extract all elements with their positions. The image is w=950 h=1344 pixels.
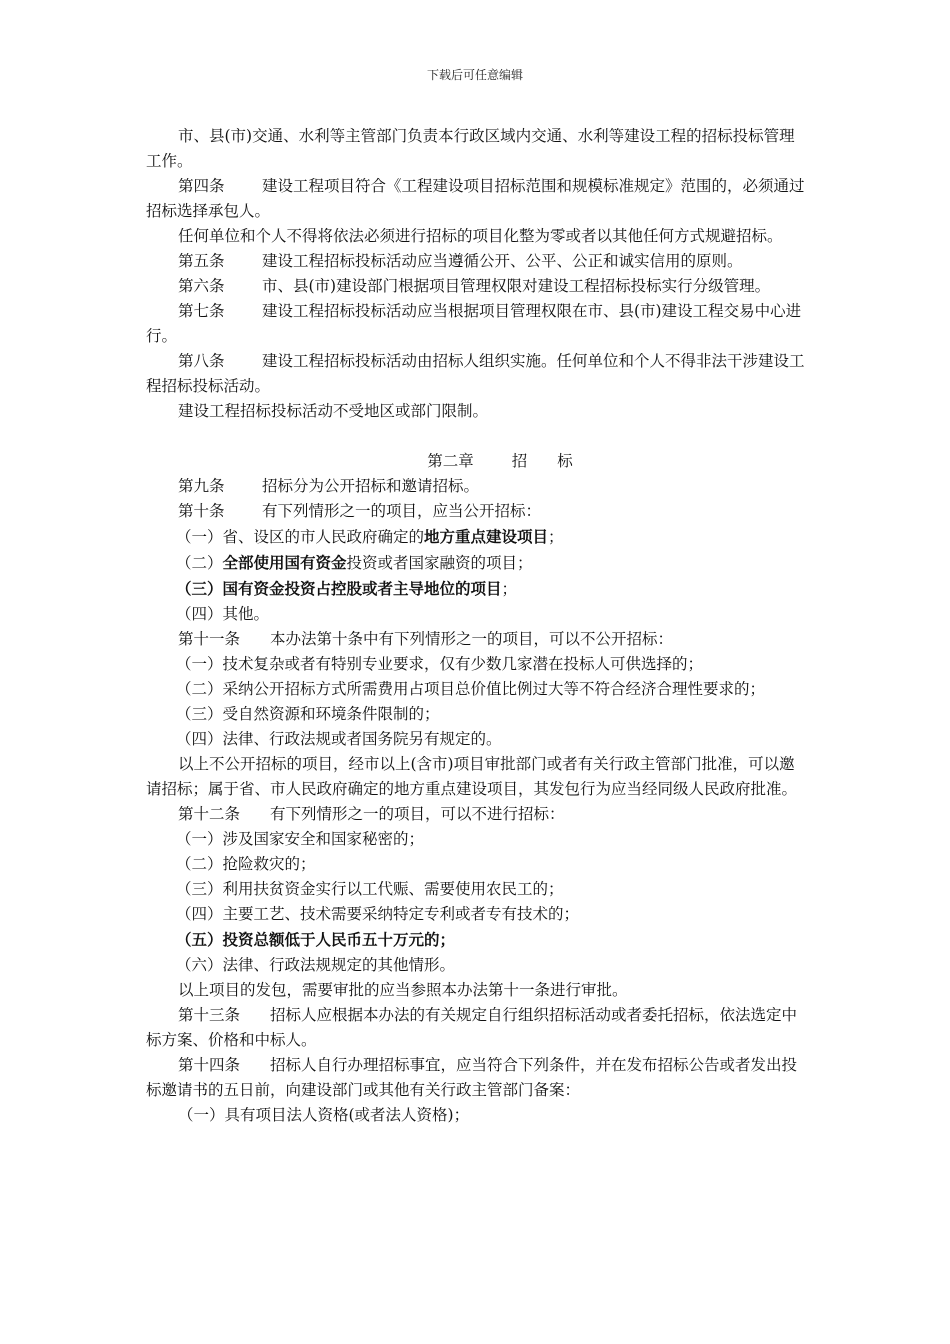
article-number: 第五条 <box>178 252 225 270</box>
article-11 <box>146 627 810 652</box>
paragraph: 市、县(市)交通、水利等主管部门负责本行政区域内交通、水利等建设工程的招标投标管理工作。 <box>146 127 795 170</box>
item-text: ； <box>501 580 518 598</box>
paragraph: 以上不公开招标的项目，经市以上(含市)项目审批部门或者有关行政主管部门批准，可以邀请招标；属于省、市人民政府确定的地方重点建设项目，其发包行为应当经同级人民政府批准。 <box>146 755 798 798</box>
article-6 <box>146 274 810 299</box>
chapter-number: 第二章 <box>427 452 474 470</box>
list-item: （一）具有项目法人资格(或者法人资格)； <box>178 1106 470 1124</box>
list-item: （二）采纳公开招标方式所需费用占项目总价值比例过大等不符合经济合理性要求的； <box>176 680 766 698</box>
item-text: ； <box>548 528 564 546</box>
article-number: 第十三条 <box>178 1006 241 1024</box>
list-item <box>146 550 810 576</box>
chapter-heading <box>146 449 810 474</box>
article-number: 第九条 <box>178 477 225 495</box>
article-text: 市、县(市)建设部门根据项目管理权限对建设工程招标投标实行分级管理。 <box>262 277 771 295</box>
article-text: 招标人自行办理招标事宜，应当符合下列条件，并在发布招标公告或者发出投标邀请书的五日前，向建设部门或其他有关行政主管部门备案： <box>146 1056 798 1099</box>
spacer <box>146 424 810 449</box>
article-4 <box>146 174 810 224</box>
chapter-title-2: 标 <box>557 452 573 470</box>
item-text: （二） <box>176 554 223 572</box>
article-8 <box>146 349 810 399</box>
page-header: 下载后可任意编辑 <box>426 68 523 82</box>
list-item: （六）法律、行政法规规定的其他情形。 <box>176 956 456 974</box>
article-text: 建设工程招标投标活动应当遵循公开、公平、公正和诚实信用的原则。 <box>262 252 743 270</box>
article-text: 招标分为公开招标和邀请招标。 <box>262 477 480 495</box>
paragraph: 建设工程招标投标活动不受地区或部门限制。 <box>178 402 489 420</box>
list-item: （三）受自然资源和环境条件限制的； <box>176 705 440 723</box>
item-text: 投资或者国家融资的项目； <box>346 554 533 572</box>
item-emphasis: （三） <box>176 579 223 598</box>
paragraph: 任何单位和个人不得将依法必须进行招标的项目化整为零或者以其他任何方式规避招标。 <box>178 227 783 245</box>
article-number: 第六条 <box>178 277 225 295</box>
article-number: 第八条 <box>178 352 225 370</box>
article-5 <box>146 249 810 274</box>
article-text: 招标人应根据本办法的有关规定自行组织招标活动或者委托招标，依法选定中标方案、价格和中标人。 <box>146 1006 798 1049</box>
article-9 <box>146 474 810 499</box>
article-number: 第十四条 <box>178 1056 241 1074</box>
list-item: （三）利用扶贫资金实行以工代赈、需要使用农民工的； <box>176 880 564 898</box>
article-text: 有下列情形之一的项目，可以不进行招标： <box>270 805 565 823</box>
list-item <box>146 576 810 602</box>
article-number: 第七条 <box>178 302 225 320</box>
article-10 <box>146 499 810 524</box>
article-number: 第四条 <box>178 177 225 195</box>
list-item: （四）主要工艺、技术需要采纳特定专利或者专有技术的； <box>176 905 580 923</box>
article-number: 第十一条 <box>178 630 241 648</box>
paragraph: 以上项目的发包，需要审批的应当参照本办法第十一条进行审批。 <box>178 981 628 999</box>
list-item <box>146 927 810 953</box>
document-body <box>146 124 810 1128</box>
article-14 <box>146 1053 810 1103</box>
list-item: （四）其他。 <box>176 605 270 623</box>
article-text: 建设工程招标投标活动由招标人组织实施。任何单位和个人不得非法干涉建设工程招标投标活动。 <box>146 352 805 395</box>
list-item: （二）抢险救灾的； <box>176 855 316 873</box>
item-text: （一）省、设区的市人民政府确定的 <box>176 528 425 546</box>
list-item: （一）技术复杂或者有特别专业要求，仅有少数几家潜在投标人可供选择的； <box>176 655 704 673</box>
article-text: 有下列情形之一的项目，应当公开招标： <box>262 502 542 520</box>
item-emphasis: （五）投资总额低于人民币五十万元的； <box>176 930 456 949</box>
article-13 <box>146 1003 810 1053</box>
list-item <box>146 524 810 550</box>
item-emphasis: 全部使用国有资金 <box>222 553 347 572</box>
item-emphasis: 国有资金投资占控股或者主导地位的项目 <box>222 579 502 598</box>
list-item: （一）涉及国家安全和国家秘密的； <box>176 830 425 848</box>
article-text: 建设工程招标投标活动应当根据项目管理权限在市、县(市)建设工程交易中心进行。 <box>146 302 802 345</box>
item-emphasis: 地方重点建设项目 <box>424 527 549 546</box>
chapter-title-1: 招 <box>511 452 528 470</box>
article-text: 建设工程项目符合《工程建设项目招标范围和规模标准规定》范围的，必须通过招标选择承包人。 <box>146 177 805 220</box>
article-text: 本办法第十条中有下列情形之一的项目，可以不公开招标： <box>270 630 674 648</box>
article-7 <box>146 299 810 349</box>
article-12 <box>146 802 810 827</box>
article-number: 第十条 <box>178 502 225 520</box>
article-number: 第十二条 <box>178 805 241 823</box>
list-item: （四）法律、行政法规或者国务院另有规定的。 <box>176 730 502 748</box>
